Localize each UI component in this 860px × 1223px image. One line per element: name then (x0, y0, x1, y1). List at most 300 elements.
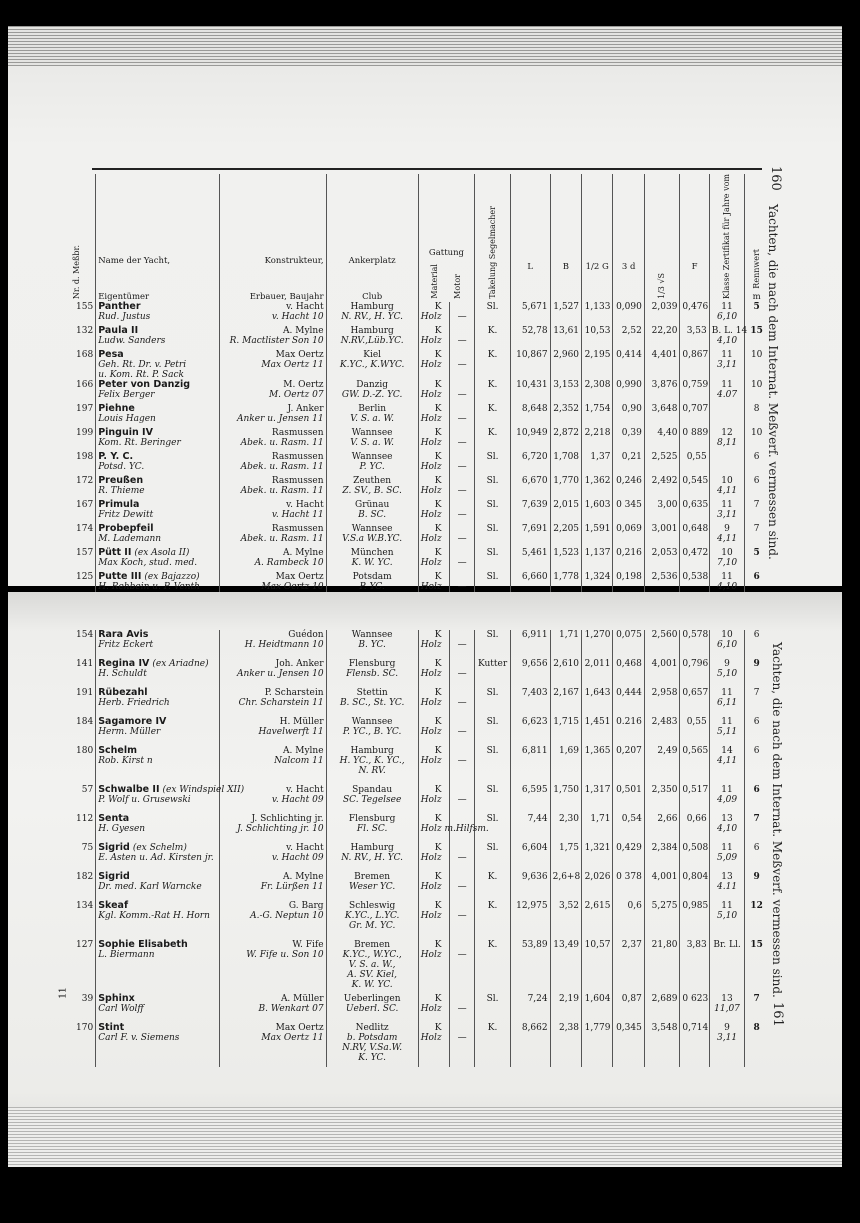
hull-material: Holz (420, 669, 442, 679)
builder: Abek. u. Rasm. 11 (240, 462, 324, 473)
motor: — (457, 360, 467, 371)
builder: Anker u. Jensen 11 (237, 414, 324, 425)
measure-d: 0,198 (616, 572, 642, 583)
measure-S: 2,536 (651, 572, 678, 583)
measure-B: 1,71 (558, 630, 580, 640)
measure-G: 10,57 (584, 940, 611, 950)
measure-S: 2,560 (651, 630, 678, 640)
motor: — (457, 698, 467, 708)
header-G: 1/2 G (582, 174, 613, 302)
club: V.S.a W.B.YC. (342, 534, 403, 545)
hull-material: Holz (420, 534, 442, 545)
rennwert: 5 (753, 302, 760, 313)
rennwert: 12 (750, 901, 763, 911)
yacht-name: Sigrid (98, 871, 130, 882)
measure-L: 53,89 (521, 940, 548, 950)
table-row (58, 843, 768, 872)
measure-d: 0,075 (616, 630, 642, 640)
club: P. YC. (359, 582, 385, 593)
measure-d: 0 345 (616, 500, 642, 511)
measure-L: 6,670 (521, 476, 548, 487)
club: N. RV. (358, 766, 386, 776)
measure-L: 7,639 (521, 500, 548, 511)
class: 11 (721, 350, 733, 361)
club: B. YC. (358, 640, 386, 650)
table-row (58, 1023, 768, 1067)
port: Berlin (358, 404, 387, 415)
measure-number: 141 (76, 659, 94, 669)
material: K (434, 901, 442, 911)
designer: v. Hacht (286, 843, 324, 853)
measure-S: 2,49 (657, 746, 678, 756)
motor: — (457, 510, 467, 521)
measure-G: 2,011 (584, 659, 611, 669)
club: Weser YC. (349, 882, 396, 892)
rennwert: 8 (753, 404, 760, 415)
owner: Louis Hagen (98, 414, 156, 425)
certificate: 5,10 (717, 911, 738, 921)
designer: v. Hacht (286, 302, 324, 313)
yacht-name: Paula II (98, 325, 139, 337)
port: Wannsee (351, 524, 393, 535)
owner: Herm. Müller (98, 727, 161, 737)
certificate: 4.07 (717, 390, 738, 401)
measure-S: 4,001 (651, 872, 678, 882)
club: V. S. a. W., (348, 960, 396, 970)
club: B. SC. (358, 510, 387, 521)
builder: Nalcom 11 (274, 756, 324, 766)
material: K (434, 428, 442, 439)
class: 9 (724, 1023, 730, 1033)
measure-F: 0,714 (682, 1023, 709, 1033)
port: Ueberlingen (343, 994, 401, 1004)
yacht-name: Sphinx (98, 993, 135, 1004)
running-head: Yachten, die nach dem Internat. Meßverf. vermessen sind. (766, 204, 780, 560)
rennwert: 6 (753, 476, 760, 487)
measure-S: 4,401 (651, 350, 678, 361)
club: GW. D.-Z. YC. (341, 390, 403, 401)
rig: Sl. (486, 630, 499, 640)
designer: G. Barg (288, 901, 324, 911)
measure-number: 155 (76, 302, 94, 313)
builder: H. Heidtmann 10 (244, 640, 324, 650)
builder: Havelwerft 11 (258, 727, 324, 737)
yacht-name: Pütt II (98, 547, 132, 559)
measure-S: 21,80 (651, 940, 678, 950)
port: Zeuthen (353, 476, 392, 487)
club: N.RV, V.Sa.W. (342, 1043, 403, 1053)
yacht-name: Rübezahl (98, 687, 148, 698)
measure-L: 9,636 (521, 872, 548, 882)
table-row (58, 380, 768, 404)
hull-material: Holz (420, 336, 442, 347)
measure-number: 168 (76, 350, 94, 361)
running-head: Yachten, die nach dem Internat. Meßverf. vermessen sind. (770, 642, 784, 998)
port: Kiel (363, 350, 382, 361)
measure-number: 39 (81, 994, 94, 1004)
material: K (434, 572, 442, 583)
builder: Abek. u. Rasm. 11 (240, 486, 324, 497)
motor: — (457, 882, 467, 892)
yacht-name: Putte III (98, 571, 142, 583)
measure-S: 2,492 (651, 476, 678, 487)
certificate: 5,09 (717, 853, 738, 863)
measure-F: 0,648 (682, 524, 709, 535)
yacht-name: Sigrid (98, 842, 130, 853)
certificate: 3,11 (717, 360, 738, 371)
measure-B: 1,527 (553, 302, 580, 313)
measure-d: 0,069 (616, 524, 642, 535)
club: H. YC., K. YC., (339, 756, 405, 766)
measure-number: 180 (76, 746, 94, 756)
measure-F: 0 623 (682, 994, 709, 1004)
rennwert: 5 (753, 548, 760, 559)
measure-G: 2,218 (584, 428, 611, 439)
club: SC. Tegelsee (342, 795, 402, 805)
measure-F: 0,657 (682, 688, 709, 698)
measure-L: 12,975 (516, 901, 548, 911)
measure-d: 0,216 (616, 548, 642, 559)
builder: Chr. Scharstein 11 (238, 698, 324, 708)
table-row (58, 350, 768, 380)
measure-S: 2,350 (651, 785, 678, 795)
motor: — (457, 534, 467, 545)
measure-F: 3,53 (686, 326, 707, 337)
designer: Rasmussen (271, 452, 324, 463)
measure-F: 0,804 (682, 872, 709, 882)
certificate: 6,10 (717, 312, 738, 323)
measure-L: 7,691 (521, 524, 548, 535)
measure-S: 2,689 (651, 994, 678, 1004)
class: 11 (721, 717, 733, 727)
measure-B: 1,778 (553, 572, 580, 583)
table-row (58, 548, 768, 572)
rennwert: 7 (753, 814, 760, 824)
club: Ueberl. SC. (345, 1004, 399, 1014)
club: K. W. YC. (351, 980, 393, 990)
measure-d: 2,37 (621, 940, 642, 950)
port: Flensburg (348, 659, 396, 669)
rig: K. (487, 326, 498, 337)
material: K (434, 717, 442, 727)
yacht-name: Senta (98, 813, 130, 824)
motor: — (457, 336, 467, 347)
designer: A. Mylne (283, 548, 324, 559)
certificate: 4.11 (717, 882, 738, 892)
owner: u. Kom. Rt. P. Sack (98, 370, 184, 381)
measure-F: 0,545 (682, 476, 709, 487)
yacht-name: Primula (98, 499, 140, 511)
measure-d: 0,468 (616, 659, 642, 669)
measure-L: 10,949 (516, 428, 548, 439)
builder: v. Hacht 09 (271, 853, 324, 863)
measure-G: 1,754 (584, 404, 611, 415)
page-number: 161 (770, 1002, 785, 1027)
rig: K. (487, 901, 498, 911)
owner: Rud. Justus (98, 312, 151, 323)
rennwert: 9 (753, 659, 760, 669)
rig: Sl. (486, 717, 499, 727)
yacht-name: Panther (98, 301, 141, 313)
material: K (434, 452, 442, 463)
hull-material: Holz (420, 462, 442, 473)
certificate: 8,11 (717, 438, 738, 449)
yacht-former-name: (ex Asola II) (134, 548, 190, 559)
measure-d: 0,990 (616, 380, 642, 391)
material: K (434, 872, 442, 882)
designer: Rasmussen (271, 476, 324, 487)
hull-material: Holz (420, 950, 442, 960)
rig: Sl. (486, 746, 499, 756)
builder: v. Hacht 11 (271, 510, 324, 521)
material: K (434, 302, 442, 313)
yacht-name: Rara Avis (98, 629, 149, 640)
rig: K. (487, 1023, 498, 1033)
measure-S: 4,001 (651, 659, 678, 669)
measure-S: 2,958 (651, 688, 678, 698)
table-row (58, 500, 768, 524)
yacht-table-160 (58, 174, 768, 596)
hull-material: Holz (420, 882, 442, 892)
class: 11 (721, 785, 733, 795)
measure-L: 6,811 (521, 746, 548, 756)
hull-material: Holz (420, 911, 442, 921)
port: Nedlitz (355, 1023, 389, 1033)
header-d: 3 d (613, 174, 644, 302)
header-S: 1/3 √S (644, 174, 680, 302)
certificate: 4,11 (717, 534, 738, 545)
measure-d: 0,501 (616, 785, 642, 795)
club: K.YC., K.WYC. (339, 360, 405, 371)
owner: Kgl. Komm.-Rat H. Horn (98, 911, 210, 921)
rennwert: 6 (753, 452, 760, 463)
class: 11 (721, 380, 733, 391)
rig: Sl. (486, 688, 499, 698)
measure-B: 2,352 (553, 404, 580, 415)
measure-S: 2,66 (657, 814, 678, 824)
designer: M. Oertz (283, 380, 324, 391)
class: 13 (721, 872, 733, 882)
owner: Dr. med. Karl Warncke (98, 882, 202, 892)
measure-F: 0,565 (682, 746, 709, 756)
measure-F: 0,985 (682, 901, 709, 911)
yacht-name: Piehne (98, 403, 135, 415)
port: Danzig (356, 380, 389, 391)
measure-G: 10,53 (584, 326, 611, 337)
port: Wannsee (351, 428, 393, 439)
table-row (58, 901, 768, 940)
certificate: 3,11 (717, 1033, 738, 1043)
yacht-name: Probepfeil (98, 523, 154, 535)
measure-L: 8,662 (521, 1023, 548, 1033)
hull-material: Holz (420, 390, 442, 401)
class: 13 (721, 814, 733, 824)
measure-F: 0,578 (682, 630, 709, 640)
class: B. L. 14 (711, 326, 748, 337)
measure-L: 8,648 (521, 404, 548, 415)
measure-d: 0,90 (621, 404, 642, 415)
material: K (434, 350, 442, 361)
class: 13 (721, 994, 733, 1004)
rennwert: 8 (753, 1023, 760, 1033)
measure-F: 0,476 (682, 302, 709, 313)
header-rig: Takelung Segelmacher (475, 174, 511, 302)
yacht-former-name: (ex Schelm) (132, 843, 187, 853)
measure-S: 3,548 (651, 1023, 678, 1033)
measure-F: 0,796 (682, 659, 709, 669)
header-rule (92, 168, 762, 170)
measure-B: 1,69 (558, 746, 580, 756)
measure-L: 6,911 (521, 630, 548, 640)
club: K.YC., L.YC. (344, 911, 400, 921)
certificate: 6,11 (717, 698, 738, 708)
measure-B: 2,6+8 (552, 872, 581, 882)
rennwert: 15 (750, 326, 763, 337)
class: 9 (724, 524, 730, 535)
yacht-former-name: (ex Bajazzo) (144, 572, 200, 583)
material: K (434, 785, 442, 795)
measure-L: 6,623 (521, 717, 548, 727)
measure-G: 1,643 (584, 688, 611, 698)
measure-L: 7,403 (521, 688, 548, 698)
port: Wannsee (351, 630, 393, 640)
header-gattung: Gattung Material Motor (418, 174, 475, 302)
measure-G: 2,195 (584, 350, 611, 361)
owner: Fritz Dewitt (98, 510, 154, 521)
rennwert: 10 (750, 380, 763, 391)
measure-G: 2,308 (584, 380, 611, 391)
measure-F: 0,66 (686, 814, 707, 824)
class: 10 (721, 476, 733, 487)
measure-number: 182 (76, 872, 94, 882)
table-row (58, 452, 768, 476)
measure-d: 0,246 (616, 476, 642, 487)
measure-number: 75 (81, 843, 94, 853)
measure-L: 5,671 (521, 302, 548, 313)
yacht-name: Pinguin IV (98, 427, 153, 439)
designer: Max Oertz (275, 1023, 324, 1033)
measure-B: 1,75 (558, 843, 580, 853)
designer: Rasmussen (271, 428, 324, 439)
designer: Max Oertz (275, 572, 324, 583)
motor: — (457, 911, 467, 921)
designer: A. Mylne (283, 872, 324, 882)
motor: — (457, 853, 467, 863)
owner: Kom. Rt. Beringer (98, 438, 181, 449)
club: Z. SV., B. SC. (342, 486, 402, 497)
rennwert: 6 (753, 785, 760, 795)
margin-mark: 11 (58, 987, 69, 999)
measure-F: 0,55 (686, 717, 707, 727)
rennwert: 7 (753, 994, 760, 1004)
material: K (434, 994, 442, 1004)
owner: Herb. Friedrich (98, 698, 170, 708)
measure-number: 112 (76, 814, 94, 824)
measure-F: 0,759 (682, 380, 709, 391)
measure-number: 197 (76, 404, 94, 415)
port: Grünau (355, 500, 390, 511)
rig: K. (487, 380, 498, 391)
table-row (58, 994, 768, 1023)
measure-number: 184 (76, 717, 94, 727)
measure-number: 166 (76, 380, 94, 391)
material: K (434, 659, 442, 669)
designer: J. Anker (287, 404, 324, 415)
hull-material: Holz (420, 1033, 442, 1043)
designer: A. Müller (280, 994, 324, 1004)
measure-B: 2,960 (553, 350, 580, 361)
header-designer: Konstrukteur, Erbauer, Baujahr (219, 174, 326, 302)
rig: Sl. (486, 843, 499, 853)
measure-F: 0,508 (682, 843, 709, 853)
measure-F: 0,472 (682, 548, 709, 559)
measure-L: 7,24 (527, 994, 548, 1004)
measure-F: 3,83 (686, 940, 707, 950)
measure-B: 2,30 (558, 814, 580, 824)
owner: H. Rehbein u. P. Venth (98, 582, 200, 593)
rennwert: 6 (753, 746, 760, 756)
class: 11 (721, 572, 733, 583)
measure-G: 1,365 (584, 746, 611, 756)
rig: K. (487, 350, 498, 361)
club: Gr. M. YC. (348, 921, 396, 931)
yacht-name: Schelm (98, 745, 138, 756)
header-klasse: Klasse Zertifikat für Jahre vom (709, 174, 745, 302)
measure-S: 4,40 (657, 428, 678, 439)
measure-S: 3,648 (651, 404, 678, 415)
yacht-name: Sagamore IV (98, 716, 167, 727)
measure-F: 0,635 (682, 500, 709, 511)
material: K (434, 1023, 442, 1033)
material: K (434, 548, 442, 559)
table-row (58, 302, 768, 326)
hull-material: Holz (420, 727, 442, 737)
measure-G: 1,591 (584, 524, 611, 535)
rig: Sl. (486, 814, 499, 824)
measure-G: 2,615 (584, 901, 611, 911)
measure-G: 1,133 (584, 302, 611, 313)
owner: M. Lademann (98, 534, 162, 545)
hull-material: Holz (420, 510, 442, 521)
measure-S: 2,039 (651, 302, 678, 313)
measure-d: 0,444 (616, 688, 642, 698)
class: 10 (721, 630, 733, 640)
owner: H. Gyesen (98, 824, 146, 834)
club: N.RV.,Lüb.YC. (340, 336, 404, 347)
measure-number: 157 (76, 548, 94, 559)
yacht-name: Schwalbe II (98, 784, 160, 795)
measure-d: 0,414 (616, 350, 642, 361)
material: K (434, 476, 442, 487)
certificate: 4,10 (717, 824, 738, 834)
material: K (434, 630, 442, 640)
motor: — (457, 1004, 467, 1014)
measure-number: 191 (76, 688, 94, 698)
measure-L: 6,604 (521, 843, 548, 853)
measure-d: 0,345 (616, 1023, 642, 1033)
hull-material: Holz (420, 438, 442, 449)
measure-d: 0,87 (621, 994, 642, 1004)
measure-L: 6,660 (521, 572, 548, 583)
measure-G: 1,317 (584, 785, 611, 795)
motor: — (457, 669, 467, 679)
measure-S: 3,00 (657, 500, 678, 511)
measure-L: 6,720 (521, 452, 548, 463)
club: Fl. SC. (356, 824, 388, 834)
port: Bremen (354, 940, 391, 950)
measure-F: 0,867 (682, 350, 709, 361)
measure-d: 0,429 (616, 843, 642, 853)
